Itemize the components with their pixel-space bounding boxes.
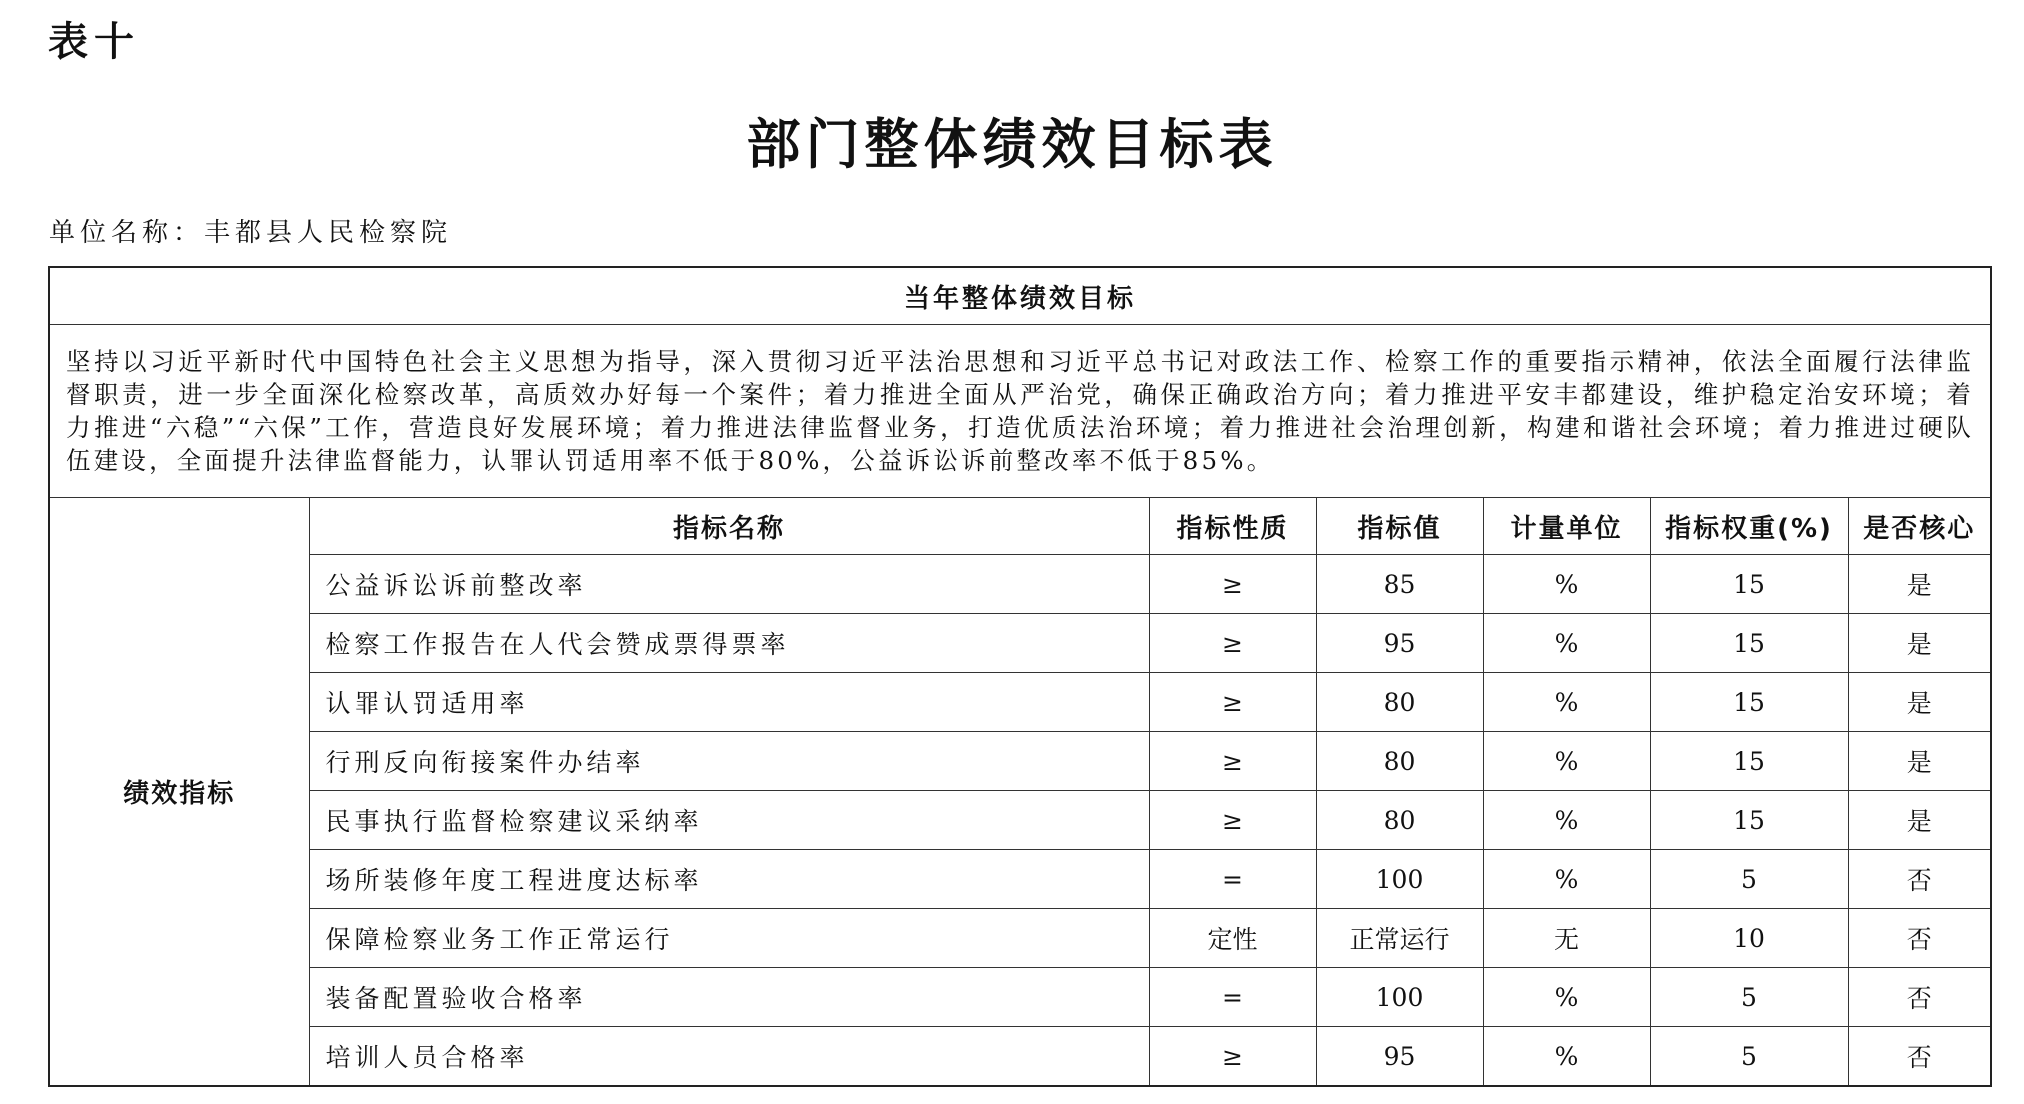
column-header: 指标权重(%)	[1650, 498, 1848, 555]
indicator-name: 行刑反向衔接案件办结率	[309, 732, 1149, 791]
indicator-unit: %	[1483, 1027, 1650, 1087]
indicator-unit: %	[1483, 968, 1650, 1027]
indicator-nature: ≥	[1149, 555, 1316, 614]
indicator-nature: ≥	[1149, 1027, 1316, 1087]
indicator-weight: 15	[1650, 614, 1848, 673]
indicator-value: 100	[1316, 968, 1483, 1027]
indicator-name: 保障检察业务工作正常运行	[309, 909, 1149, 968]
indicator-weight: 5	[1650, 850, 1848, 909]
indicator-name: 民事执行监督检察建议采纳率	[309, 791, 1149, 850]
indicator-weight: 15	[1650, 791, 1848, 850]
table-row	[49, 673, 1991, 732]
goal-row	[49, 325, 1991, 498]
indicator-core: 否	[1848, 909, 1991, 968]
performance-target-table	[48, 266, 1992, 1087]
indicator-core: 否	[1848, 968, 1991, 1027]
column-header: 是否核心	[1848, 498, 1991, 555]
column-header: 指标值	[1316, 498, 1483, 555]
column-header: 指标名称	[309, 498, 1149, 555]
table-row	[49, 791, 1991, 850]
table-body	[49, 267, 1991, 1086]
indicator-unit: %	[1483, 732, 1650, 791]
goal-text: 坚持以习近平新时代中国特色社会主义思想为指导，深入贯彻习近平法治思想和习近平总书记对政法工作、检察工作的重要指示精神，依法全面履行法律监督职责，进一步全面深化检察改革，高质效办好每一个案件；着力推进全面从严治党，确保正确政治方向；着力推进平安丰都建设，维护稳定治安环境；着力推进“六稳”“六保”工作，营造良好发展环境；着力推进法律监督业务，打造优质法治环境；着力推进社会治理创新，构建和谐社会环境；着力推进过硬队伍建设，全面提升法律监督能力，认罪认罚适用率不低于80%，公益诉讼诉前整改率不低于85%。	[49, 325, 1991, 498]
indicator-core: 否	[1848, 850, 1991, 909]
indicator-value: 100	[1316, 850, 1483, 909]
indicator-unit: 无	[1483, 909, 1650, 968]
section-header-row	[49, 267, 1991, 325]
indicator-name: 场所装修年度工程进度达标率	[309, 850, 1149, 909]
indicator-core: 是	[1848, 732, 1991, 791]
indicator-name: 公益诉讼诉前整改率	[309, 555, 1149, 614]
table-row	[49, 1027, 1991, 1087]
indicator-core: 是	[1848, 791, 1991, 850]
table-row	[49, 732, 1991, 791]
indicator-value: 80	[1316, 791, 1483, 850]
table-number: 表十	[48, 19, 140, 65]
indicator-weight: 5	[1650, 968, 1848, 1027]
unit-label: 单位名称：	[49, 218, 205, 248]
indicators-label: 绩效指标	[49, 498, 309, 1087]
indicator-core: 否	[1848, 1027, 1991, 1087]
indicator-nature: ≥	[1149, 614, 1316, 673]
indicator-core: 是	[1848, 555, 1991, 614]
table-row	[49, 555, 1991, 614]
indicator-value: 80	[1316, 732, 1483, 791]
indicator-value: 95	[1316, 614, 1483, 673]
table-row	[49, 850, 1991, 909]
indicator-value: 80	[1316, 673, 1483, 732]
unit-line	[49, 212, 452, 249]
unit-name: 丰都县人民检察院	[204, 218, 453, 248]
table-row	[49, 968, 1991, 1027]
indicator-nature: 定性	[1149, 909, 1316, 968]
column-header: 计量单位	[1483, 498, 1650, 555]
indicator-nature: =	[1149, 850, 1316, 909]
indicator-nature: =	[1149, 968, 1316, 1027]
indicator-value: 85	[1316, 555, 1483, 614]
indicator-weight: 15	[1650, 732, 1848, 791]
indicator-core: 是	[1848, 673, 1991, 732]
indicator-unit: %	[1483, 850, 1650, 909]
indicator-core: 是	[1848, 614, 1991, 673]
section-header: 当年整体绩效目标	[49, 267, 1991, 325]
indicator-weight: 15	[1650, 673, 1848, 732]
indicator-name: 培训人员合格率	[309, 1027, 1149, 1087]
indicator-value: 正常运行	[1316, 909, 1483, 968]
table-row	[49, 909, 1991, 968]
indicator-name: 装备配置验收合格率	[309, 968, 1149, 1027]
indicator-value: 95	[1316, 1027, 1483, 1087]
table-row	[49, 614, 1991, 673]
column-header: 指标性质	[1149, 498, 1316, 555]
indicator-unit: %	[1483, 791, 1650, 850]
indicator-name: 检察工作报告在人代会赞成票得票率	[309, 614, 1149, 673]
column-header-row	[49, 498, 1991, 555]
indicator-weight: 10	[1650, 909, 1848, 968]
indicator-unit: %	[1483, 673, 1650, 732]
indicator-unit: %	[1483, 614, 1650, 673]
indicator-name: 认罪认罚适用率	[309, 673, 1149, 732]
indicator-unit: %	[1483, 555, 1650, 614]
indicator-weight: 15	[1650, 555, 1848, 614]
document-title: 部门整体绩效目标表	[746, 113, 1278, 176]
indicator-nature: ≥	[1149, 673, 1316, 732]
indicator-nature: ≥	[1149, 732, 1316, 791]
indicator-weight: 5	[1650, 1027, 1848, 1087]
indicator-nature: ≥	[1149, 791, 1316, 850]
